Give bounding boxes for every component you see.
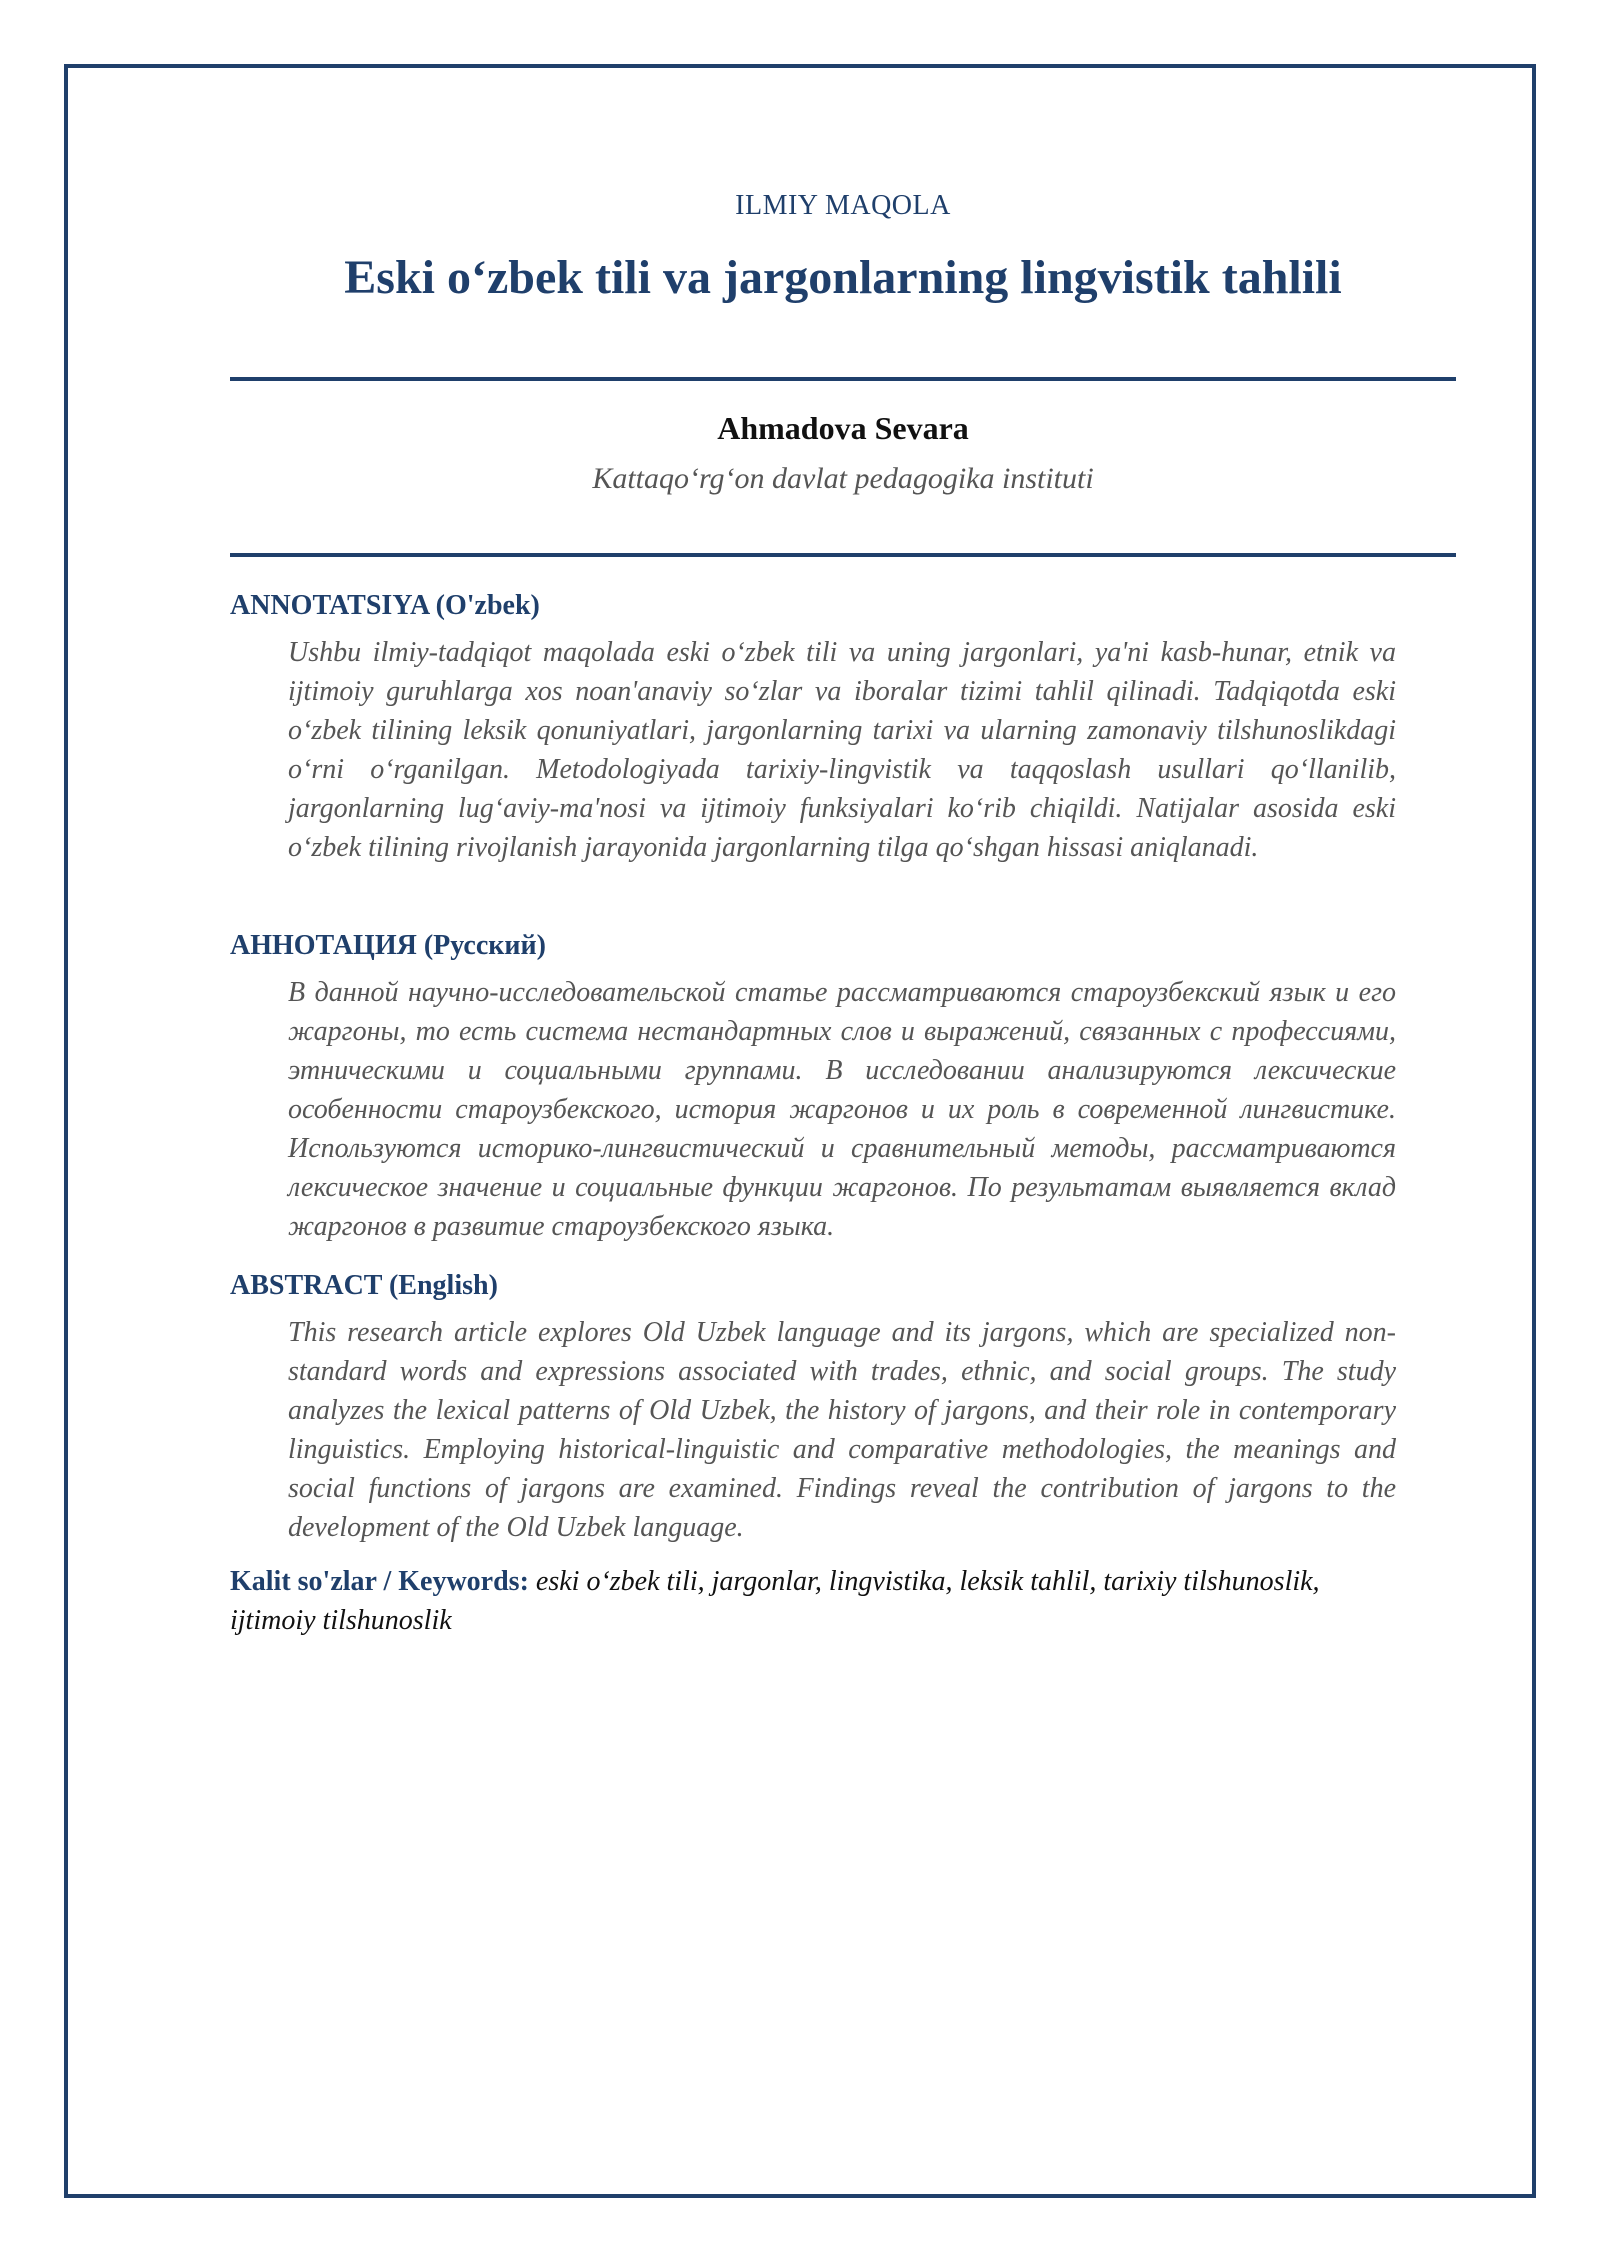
abstract-text-russian: В данной научно-исследовательской статье рассматриваются староузбекский язык и его жаргоны, то есть система нестандартных слов и выражений, связанных с профессиями, этническими и социальными группами. В исследовании анализируются лексические особенности староузбекского, история жаргонов и их роль в современной лингвистике. Используются историко-лингвистический и сравнительный методы, рассматриваются лексическое значение и социальные функции жаргонов. По результатам выявляется вклад жаргонов в развитие староузбекского языка. [288,977,1396,1242]
abstract-text-uzbek: Ushbu ilmiy-tadqiqot maqolada eski oʻzbek tili va uning jargonlari, ya'ni kasb-hunar, etnik va ijtimoiy guruhlarga xos noan'anaviy soʻzlar va iboralar tizimi tahlil qilinadi. Tadqiqotda eski oʻzbek tilining leksik qonuniyatlari, jargonlarning tarixi va ularning zamonaviy tilshunoslikdagi oʻrni oʻrganilgan. Metodologiyada tarixiy-lingvistik va taqqoslash usullari qoʻllanilib, jargonlarning lugʻaviy-ma'nosi va ijtimoiy funksiyalari koʻrib chiqildi. Natijalar asosida eski oʻzbek tilining rivojlanish jarayonida jargonlarning tilga qoʻshgan hissasi aniqlanadi. [288,637,1396,863]
article-content [230,0,1456,2262]
article-type-label: ILMIY MAQOLA [735,190,951,221]
keywords-label: Kalit so'zlar / Keywords: [230,1566,529,1597]
divider-top [230,377,1456,381]
abstract-text-english: This research article explores Old Uzbek language and its jargons, which are specialized non-standard words and expressions associated with trades, ethnic, and social groups. The study analyzes the lexical patterns of Old Uzbek, the history of jargons, and their role in contemporary linguistics. Employing historical-linguistic and comparative methodologies, the meanings and social functions of jargons are examined. Findings reveal the contribution of jargons to the development of the Old Uzbek language. [288,1317,1396,1543]
author-name: Ahmadova Sevara [717,410,969,446]
author-affiliation: Kattaqoʻrgʻon davlat pedagogika instituti [592,462,1094,495]
keywords-text: eski oʻzbek tili, jargonlar, lingvistika, leksik tahlil, tarixiy tilshunoslik, ijtimoiy tilshunoslik [230,1566,1320,1636]
abstract-heading-uzbek: ANNOTATSIYA (O'zbek) [230,590,540,621]
keywords [230,1562,1396,1640]
article-title: Eski oʻzbek tili va jargonlarning lingvistik tahlili [344,251,1342,304]
abstract-heading-russian: АННОТАЦИЯ (Русский) [230,930,546,961]
abstract-heading-english: ABSTRACT (English) [230,1270,498,1301]
divider-bottom [230,553,1456,557]
